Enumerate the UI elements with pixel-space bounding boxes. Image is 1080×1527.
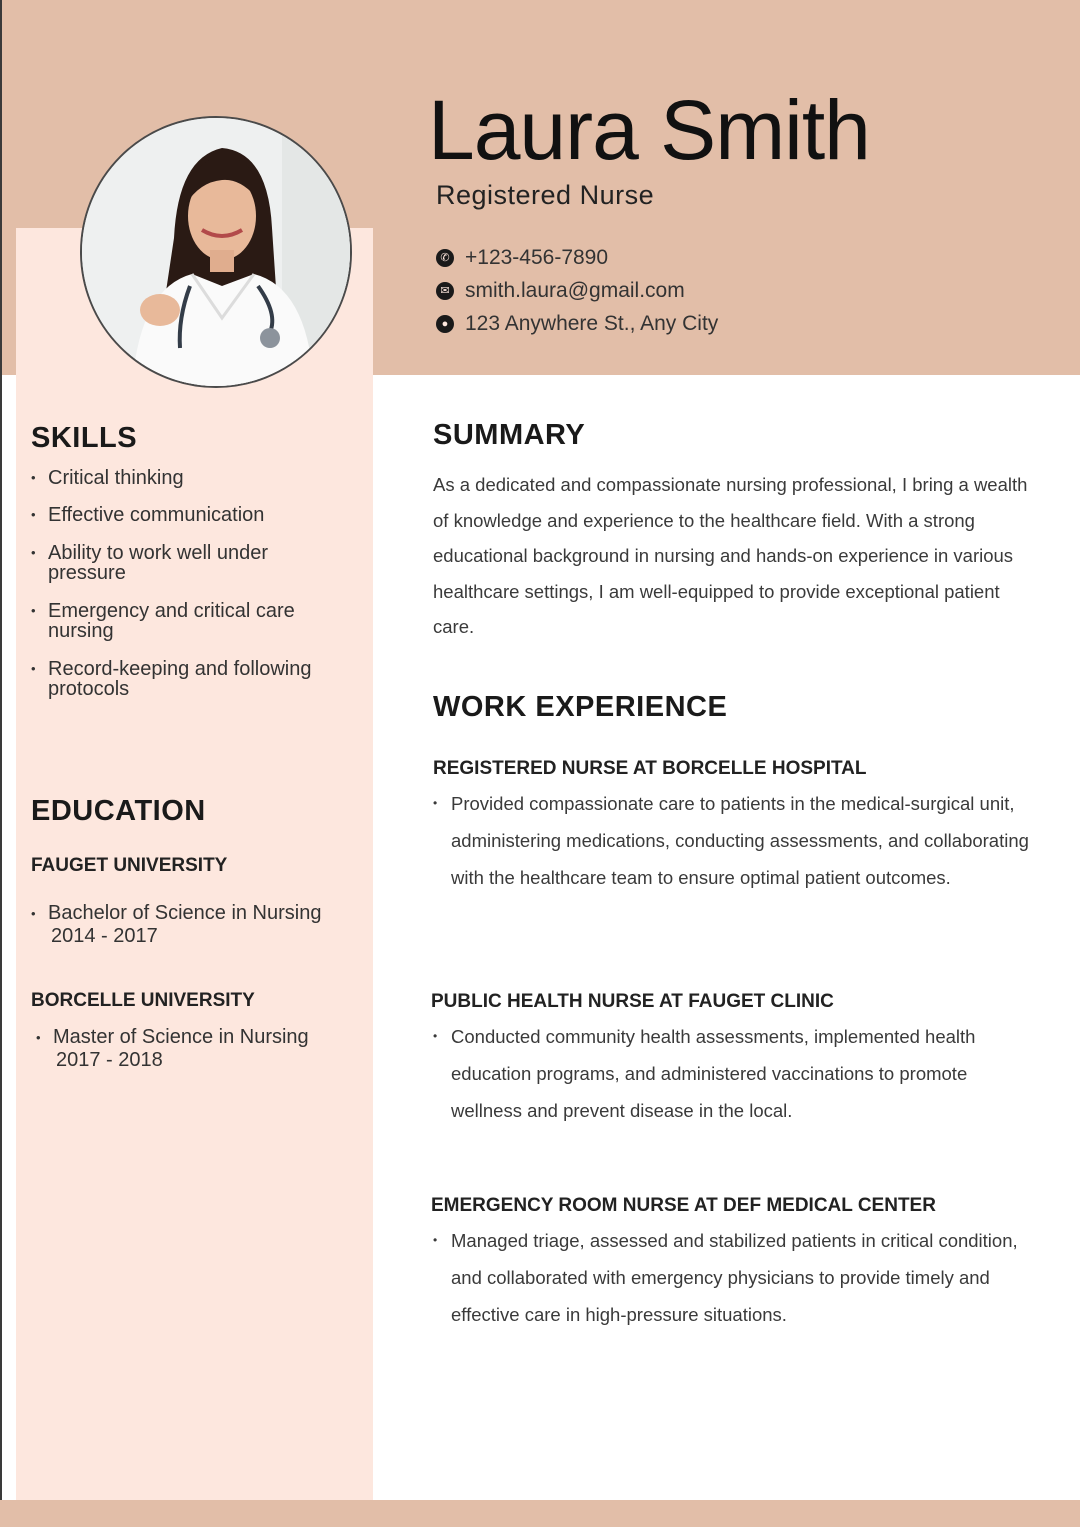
phone-text: +123-456-7890 [465,245,609,269]
skill-item: • Effective communication [31,505,361,525]
summary-heading: SUMMARY [433,419,586,451]
location-pin-icon: ● [436,315,454,333]
job-entry-description: • Provided compassionate care to patients in the medical-surgical unit, administering medications, conducting assessments, and collaborating with the healthcare team to ensure optimal patient outcomes. [433,785,1041,896]
work-experience-heading: WORK EXPERIENCE [433,691,728,723]
job-entry-title: PUBLIC HEALTH NURSE AT FAUGET CLINIC [431,991,834,1012]
job-entry-title: REGISTERED NURSE AT BORCELLE HOSPITAL [433,758,867,779]
education-school: FAUGET UNIVERSITY [31,855,228,876]
skills-heading: SKILLS [31,422,138,454]
contact-phone[interactable] [436,241,718,274]
education-school: BORCELLE UNIVERSITY [31,990,255,1011]
job-entry-description: • Managed triage, assessed and stabilized patients in critical condition, and collaborated with emergency physicians to provide timely and effective care in high-pressure situations. [433,1222,1041,1333]
summary-text: As a dedicated and compassionate nursing professional, I bring a wealth of knowledge and experience to the healthcare field. With a strong educational background in nursing and hands-on experience in various healthcare settings, I am well-equipped to provide exceptional patient care. [433,474,1028,637]
email-text: smith.laura@gmail.com [465,278,685,302]
education-years: 2017 - 2018 [56,1049,163,1071]
candidate-name: Laura Smith [428,83,870,177]
education-heading: EDUCATION [31,795,206,827]
phone-icon: ✆ [436,249,454,267]
education-entry [31,902,321,948]
footer-band [0,1500,1080,1527]
skill-item: • Ability to work well under pressure [31,543,328,583]
skill-item: • Record-keeping and following protocols [31,659,358,699]
skill-item: • Emergency and critical care nursing [31,601,348,641]
contact-address [436,307,718,340]
skills-list [31,468,361,699]
contact-email[interactable] [436,274,718,307]
job-entry-description: • Conducted community health assessments, implemented health education programs, and administered vaccinations to promote wellness and prevent disease in the local. [433,1018,1041,1129]
contact-info [436,241,718,340]
skill-item: • Critical thinking [31,468,361,488]
education-entry [36,1026,309,1072]
profile-photo-illustration [82,118,350,386]
education-degree: • Bachelor of Science in Nursing [48,902,322,924]
education-years: 2014 - 2017 [51,925,158,947]
email-icon: ✉ [436,282,454,300]
education-degree: • Master of Science in Nursing [53,1026,309,1048]
job-title: Registered Nurse [436,180,655,210]
profile-photo [80,116,352,388]
address-text: 123 Anywhere St., Any City [465,311,719,335]
job-entry-title: EMERGENCY ROOM NURSE AT DEF MEDICAL CENTER [431,1195,936,1216]
